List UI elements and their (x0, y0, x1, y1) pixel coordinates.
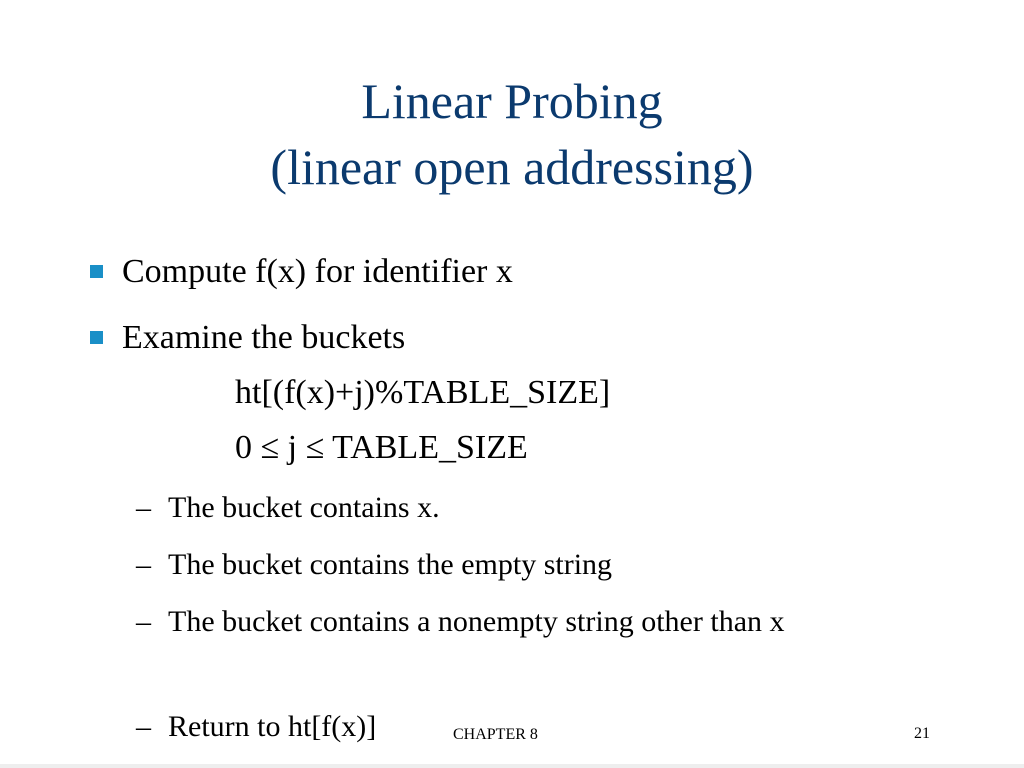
page-number: 21 (914, 725, 930, 742)
dash-icon: – (136, 491, 151, 524)
sub-bullet-text: The bucket contains x. (168, 491, 440, 524)
square-bullet-icon (90, 331, 103, 344)
slide-title (0, 68, 1024, 200)
formula-line-bucket-index: ht[(f(x)+j)%TABLE_SIZE] (235, 374, 611, 411)
sub-bullet-text: The bucket contains the empty string (168, 548, 613, 581)
square-bullet-icon (90, 265, 103, 278)
formula-line-range: 0 ≤ j ≤ TABLE_SIZE (235, 429, 528, 466)
bottom-divider (0, 764, 1024, 768)
bullet-text: Compute f(x) for identifier x (122, 253, 513, 290)
slide-title-line-1: Linear Probing (361, 73, 663, 129)
bullet-text: Examine the buckets (122, 319, 406, 356)
footer-chapter: CHAPTER 8 (453, 726, 538, 743)
sub-bullet-text: Return to ht[f(x)] (168, 710, 377, 743)
dash-icon: – (136, 710, 151, 743)
slide-title-line-2: (linear open addressing) (270, 139, 754, 195)
dash-icon: – (136, 605, 151, 638)
dash-icon: – (136, 548, 151, 581)
sub-bullet-text: The bucket contains a nonempty string other than x (168, 605, 785, 638)
